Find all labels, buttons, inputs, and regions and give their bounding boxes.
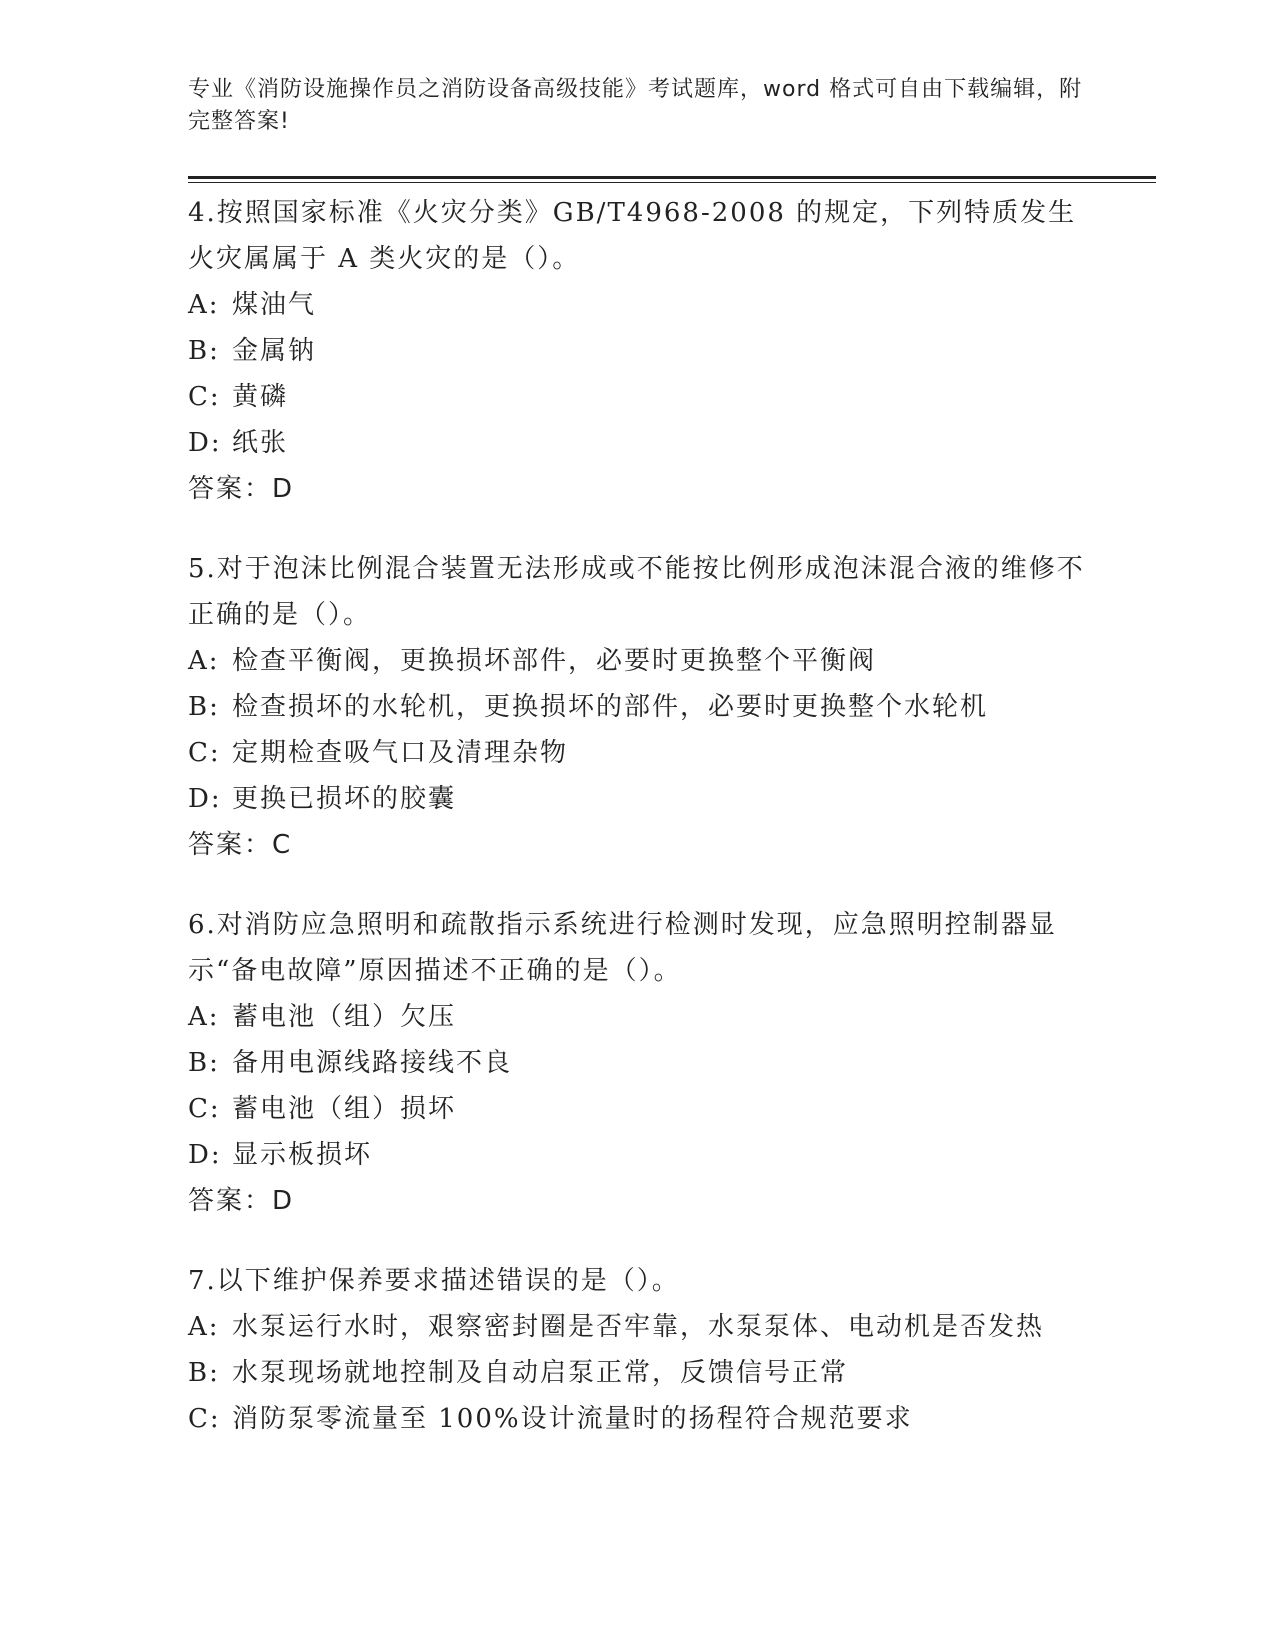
- option-letter: B:: [188, 336, 220, 366]
- option-letter: B:: [188, 692, 220, 722]
- option-text: 金属钠: [232, 336, 317, 366]
- option-text: 消防泵零流量至 100%设计流量时的扬程符合规范要求: [232, 1404, 913, 1434]
- option-letter: C:: [188, 382, 221, 412]
- option-a: [188, 282, 1088, 328]
- option-text: 更换已损坏的胶囊: [232, 784, 457, 814]
- question-text: 4.按照国家标准《火灾分类》GB/T4968-2008 的规定，下列特质发生火灾属属于 A 类火灾的是（）。: [188, 198, 1077, 274]
- document-header: 专业《消防设施操作员之消防设备高级技能》考试题库，word 格式可自由下载编辑，附完整答案!: [188, 77, 1083, 134]
- option-letter: B:: [188, 1048, 220, 1078]
- option-text: 显示板损坏: [232, 1140, 373, 1170]
- option-letter: C:: [188, 1094, 221, 1124]
- option-d: [188, 776, 1088, 822]
- question-text: 7.以下维护保养要求描述错误的是（）。: [188, 1266, 680, 1296]
- answer-line: 答案：C: [188, 830, 293, 860]
- question-text: 5.对于泡沫比例混合装置无法形成或不能按比例形成泡沫混合液的维修不正确的是（）。: [188, 554, 1085, 630]
- option-c: [188, 374, 1088, 420]
- option-b: [188, 328, 1088, 374]
- option-b: [188, 1040, 1088, 1086]
- option-c: [188, 1086, 1088, 1132]
- option-letter: A:: [188, 646, 220, 676]
- option-letter: D:: [188, 784, 222, 814]
- question-text: 6.对消防应急照明和疏散指示系统进行检测时发现，应急照明控制器显示“备电故障”原因描述不正确的是（）。: [188, 910, 1057, 986]
- option-letter: D:: [188, 1140, 222, 1170]
- option-a: [188, 994, 1088, 1040]
- option-text: 蓄电池（组）欠压: [232, 1002, 457, 1032]
- question-7: [188, 1258, 1088, 1442]
- option-d: [188, 420, 1088, 466]
- option-letter: D:: [188, 428, 222, 458]
- option-letter: A:: [188, 290, 220, 320]
- header-rule-thin: [188, 182, 1156, 183]
- option-text: 备用电源线路接线不良: [232, 1048, 513, 1078]
- question-6: [188, 902, 1088, 1224]
- header-rule-thick: [188, 176, 1156, 179]
- option-text: 蓄电池（组）损坏: [232, 1094, 457, 1124]
- answer-line: 答案：D: [188, 474, 295, 504]
- option-a: [188, 638, 1088, 684]
- question-list: [188, 190, 1088, 1476]
- option-b: [188, 1350, 1088, 1396]
- option-c: [188, 1396, 1088, 1442]
- option-c: [188, 730, 1088, 776]
- option-letter: C:: [188, 1404, 221, 1434]
- option-text: 黄磷: [232, 382, 289, 412]
- option-text: 检查损坏的水轮机，更换损坏的部件，必要时更换整个水轮机: [232, 692, 989, 722]
- option-b: [188, 684, 1088, 730]
- option-text: 水泵运行水时，艰察密封圈是否牢靠，水泵泵体、电动机是否发热: [232, 1312, 1045, 1342]
- option-d: [188, 1132, 1088, 1178]
- option-text: 纸张: [232, 428, 289, 458]
- option-letter: B:: [188, 1358, 220, 1388]
- question-4: [188, 190, 1088, 512]
- option-letter: C:: [188, 738, 221, 768]
- option-text: 定期检查吸气口及清理杂物: [232, 738, 569, 768]
- option-text: 煤油气: [232, 290, 317, 320]
- question-5: [188, 546, 1088, 868]
- option-letter: A:: [188, 1312, 220, 1342]
- option-a: [188, 1304, 1088, 1350]
- option-text: 水泵现场就地控制及自动启泵正常，反馈信号正常: [232, 1358, 849, 1388]
- answer-line: 答案：D: [188, 1186, 295, 1216]
- option-letter: A:: [188, 1002, 220, 1032]
- option-text: 检查平衡阀，更换损坏部件，必要时更换整个平衡阀: [232, 646, 877, 676]
